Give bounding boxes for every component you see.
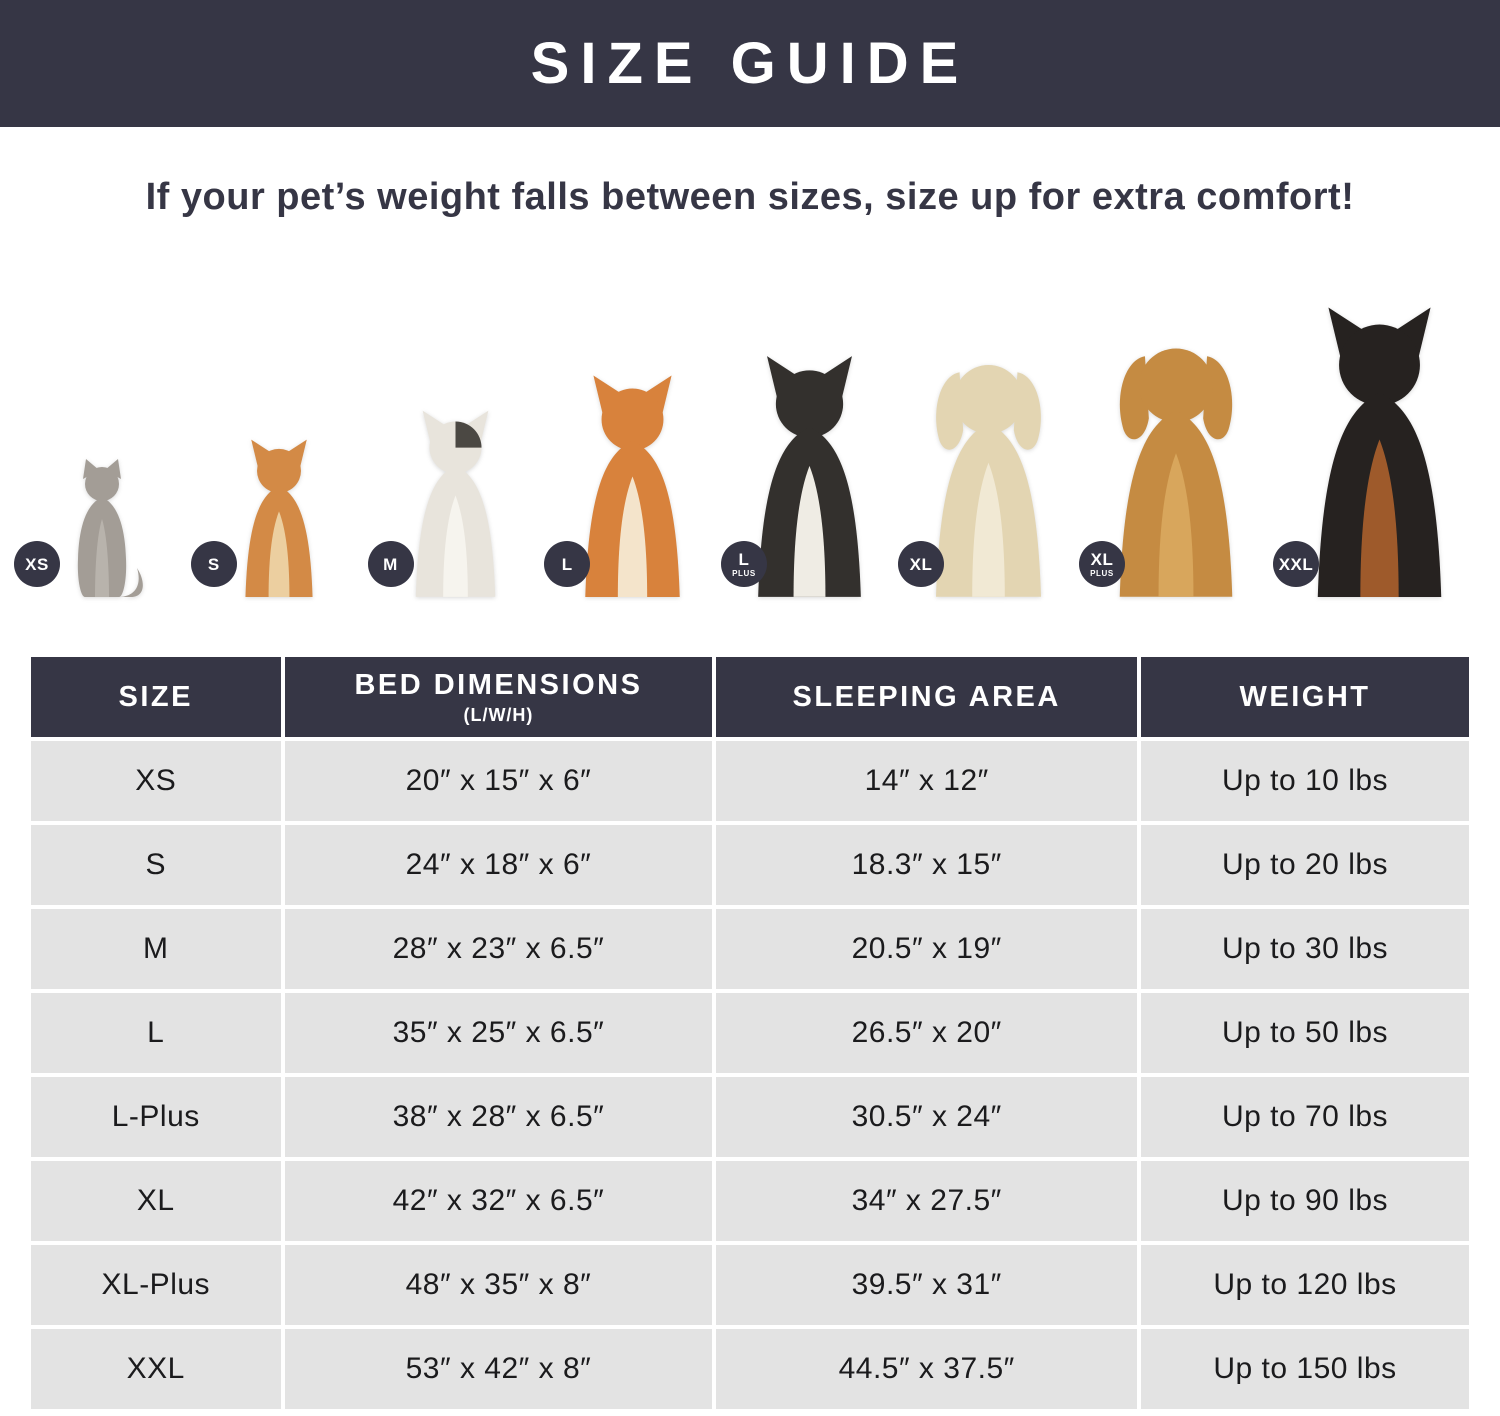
cell-bed-dimensions: 28″ x 23″ x 6.5″ bbox=[285, 909, 713, 989]
animal-shiba-inu bbox=[544, 267, 721, 597]
cell-bed-dimensions: 24″ x 18″ x 6″ bbox=[285, 825, 713, 905]
cell-sleeping-area: 44.5″ x 37.5″ bbox=[716, 1329, 1137, 1409]
cell-sleeping-area: 34″ x 27.5″ bbox=[716, 1161, 1137, 1241]
cell-size: L-Plus bbox=[31, 1077, 281, 1157]
subtitle-section bbox=[0, 127, 1500, 267]
cell-sleeping-area: 39.5″ x 31″ bbox=[716, 1245, 1137, 1325]
cell-size: M bbox=[31, 909, 281, 989]
subtitle-text: If your pet’s weight falls between sizes, size up for extra comfort! bbox=[145, 175, 1355, 218]
size-badge-l: L bbox=[544, 541, 590, 587]
animal-pomeranian bbox=[191, 267, 368, 597]
size-badge-l-plus: L PLUS bbox=[721, 541, 767, 587]
cell-size: XL-Plus bbox=[31, 1245, 281, 1325]
cat-silhouette-icon bbox=[52, 457, 152, 597]
animal-golden-retriever bbox=[1079, 267, 1273, 597]
col-header-bed-dimensions: BED DIMENSIONS (L/W/H) bbox=[285, 657, 713, 737]
cell-size: XS bbox=[31, 741, 281, 821]
cell-weight: Up to 10 lbs bbox=[1141, 741, 1469, 821]
size-table bbox=[31, 657, 1469, 1409]
size-badge-xl-plus: XL PLUS bbox=[1079, 541, 1125, 587]
cell-weight: Up to 150 lbs bbox=[1141, 1329, 1469, 1409]
animals-row bbox=[14, 267, 1486, 597]
col-header-weight: WEIGHT bbox=[1141, 657, 1469, 737]
size-badge-xxl: XXL bbox=[1273, 541, 1319, 587]
cell-size: XXL bbox=[31, 1329, 281, 1409]
cell-size: L bbox=[31, 993, 281, 1073]
cell-sleeping-area: 18.3″ x 15″ bbox=[716, 825, 1137, 905]
cell-bed-dimensions: 38″ x 28″ x 6.5″ bbox=[285, 1077, 713, 1157]
animal-french-bulldog bbox=[368, 267, 545, 597]
cell-size: S bbox=[31, 825, 281, 905]
cell-bed-dimensions: 53″ x 42″ x 8″ bbox=[285, 1329, 713, 1409]
size-badge-m: M bbox=[368, 541, 414, 587]
size-badge-xs: XS bbox=[14, 541, 60, 587]
cell-bed-dimensions: 35″ x 25″ x 6.5″ bbox=[285, 993, 713, 1073]
cell-weight: Up to 20 lbs bbox=[1141, 825, 1469, 905]
size-badge-xl: XL bbox=[898, 541, 944, 587]
cell-size: XL bbox=[31, 1161, 281, 1241]
animal-labrador bbox=[898, 267, 1079, 597]
cell-bed-dimensions: 48″ x 35″ x 8″ bbox=[285, 1245, 713, 1325]
animal-doberman bbox=[1273, 267, 1486, 597]
page-title: SIZE GUIDE bbox=[530, 31, 970, 96]
cell-weight: Up to 90 lbs bbox=[1141, 1161, 1469, 1241]
animal-border-collie bbox=[721, 267, 898, 597]
cell-weight: Up to 50 lbs bbox=[1141, 993, 1469, 1073]
cell-weight: Up to 70 lbs bbox=[1141, 1077, 1469, 1157]
cell-sleeping-area: 14″ x 12″ bbox=[716, 741, 1137, 821]
col-header-size: SIZE bbox=[31, 657, 281, 737]
cell-bed-dimensions: 20″ x 15″ x 6″ bbox=[285, 741, 713, 821]
cell-sleeping-area: 30.5″ x 24″ bbox=[716, 1077, 1137, 1157]
size-badge-s: S bbox=[191, 541, 237, 587]
header-bar bbox=[0, 0, 1500, 127]
cell-weight: Up to 30 lbs bbox=[1141, 909, 1469, 989]
cell-sleeping-area: 20.5″ x 19″ bbox=[716, 909, 1137, 989]
dog-silhouette-icon bbox=[221, 435, 337, 597]
cell-weight: Up to 120 lbs bbox=[1141, 1245, 1469, 1325]
col-header-sleeping-area: SLEEPING AREA bbox=[716, 657, 1137, 737]
cell-bed-dimensions: 42″ x 32″ x 6.5″ bbox=[285, 1161, 713, 1241]
animal-cat bbox=[14, 267, 191, 597]
cell-sleeping-area: 26.5″ x 20″ bbox=[716, 993, 1137, 1073]
